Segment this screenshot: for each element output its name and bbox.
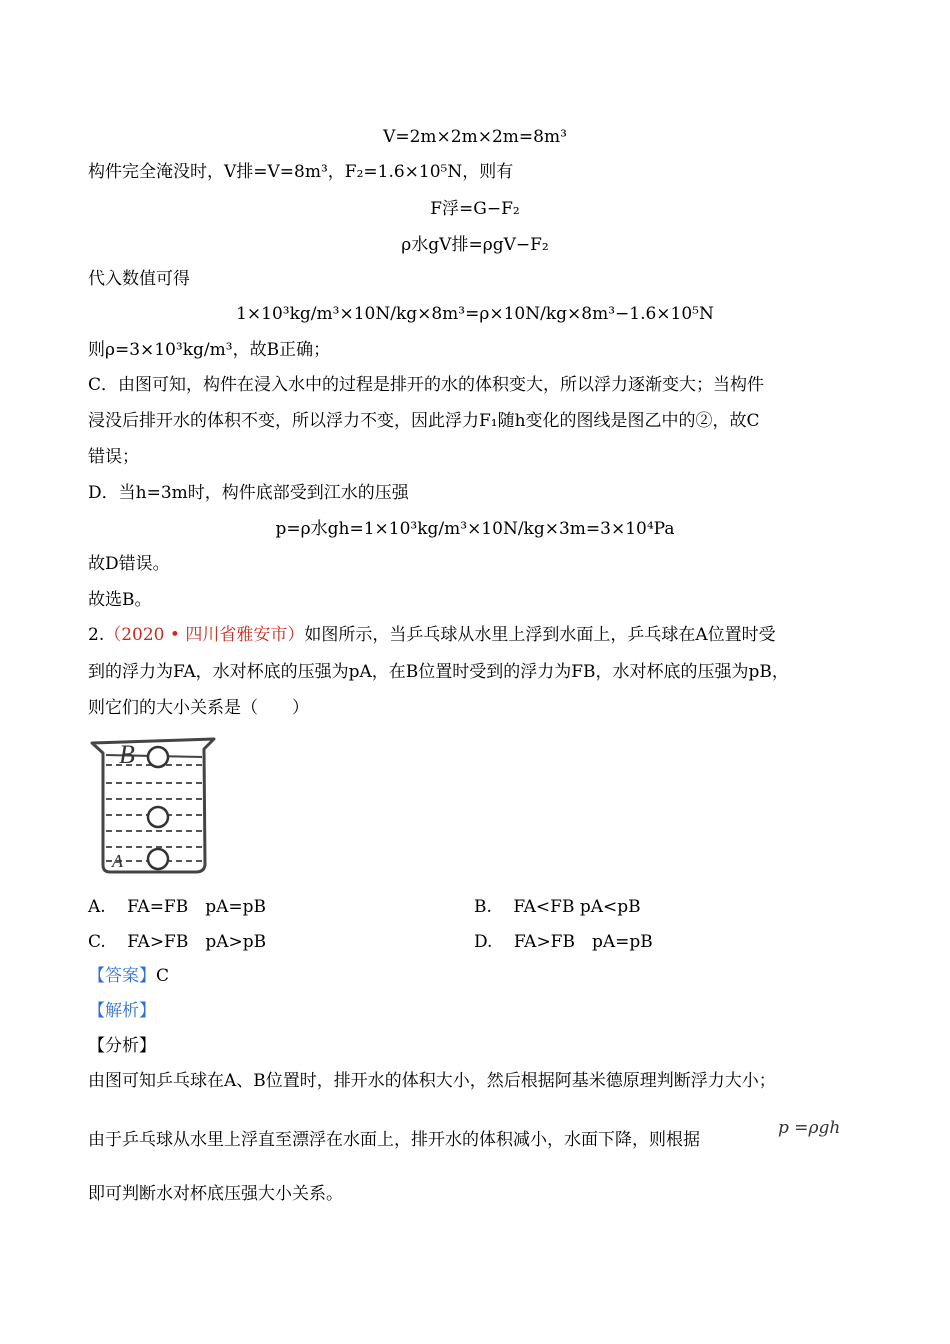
question-source: （2020 • 四川省雅安市） [104,625,305,645]
beaker-figure [86,735,221,877]
d-wrong-text: 故D错误。 [88,554,170,574]
option-c-analysis-line-3: 错误； [88,447,139,467]
option-c-analysis-line-1: C．由图可知，构件在浸入水中的过程是排开的水的体积变大，所以浮力逐渐变大；当构件 [88,375,765,395]
submerged-text: 构件完全淹没时，V排=V=8m³，F₂=1.6×10⁵N，则有 [88,162,514,182]
ball-middle [148,807,168,827]
label-b: B [119,740,135,769]
volume-equation: V=2m×2m×2m=8m³ [383,127,567,147]
density-equation: ρ水gV排=ρgV−F₂ [401,235,549,255]
fenxi-line-2: 由于乒乓球从水里上浮直至漂浮在水面上，排开水的体积减小，水面下降，则根据 [88,1130,700,1150]
fenxi-tag: 【分析】 [88,1036,156,1056]
option-d-analysis: D．当h=3m时，构件底部受到江水的压强 [88,483,409,503]
option-b-text: FA<FB pA<pB [513,897,641,917]
label-a: A [112,851,123,871]
option-c[interactable]: C. FA>FB pA>pB [88,932,267,952]
answer-line [88,964,860,988]
option-a-text: FA=FB pA=pB [127,897,266,917]
substitute-text: 代入数值可得 [88,269,190,289]
ball-a [148,849,168,869]
analysis-tag: 【解析】 [88,1001,156,1021]
fenxi-line-1: 由图可知乒乓球在A、B位置时，排开水的体积大小，然后根据阿基米德原理判断浮力大小； [88,1071,776,1091]
answer-tag: 【答案】 [88,966,156,986]
numeric-equation: 1×10³kg/m³×10N/kg×8m³=ρ×10N/kg×8m³−1.6×10⁵N [236,304,714,324]
question-text-1: 如图所示，当乒乓球从水里上浮到水面上，乒乓球在A位置时受 [304,625,776,645]
fenxi-line-3: 即可判断水对杯底压强大小关系。 [88,1184,343,1204]
choose-b-text: 故选B。 [88,590,152,610]
option-b[interactable]: B. FA<FB pA<pB [474,897,641,917]
option-a[interactable]: A. FA=FB pA=pB [88,897,266,917]
question-2-line-1 [88,623,860,647]
option-d-text: FA>FB pA=pB [513,932,653,952]
buoyancy-equation: F浮=G−F₂ [430,199,520,219]
option-c-analysis-line-2: 浸没后排开水的体积不变，所以浮力不变，因此浮力F₁随h变化的图线是图乙中的②，故C [88,411,760,431]
formula-image: p =ρgh [778,1118,841,1138]
answer-value: C [156,966,170,986]
option-c-text: FA>FB pA>pB [127,932,267,952]
question-2-line-2: 到的浮力为FA，水对杯底的压强为pA，在B位置时受到的浮力为FB，水对杯底的压强为pB， [88,662,789,682]
pressure-equation: p=ρ水gh=1×10³kg/m³×10N/kg×3m=3×10⁴Pa [275,519,675,539]
question-2-line-3: 则它们的大小关系是（ ） [88,698,309,718]
ball-b [148,747,168,767]
option-d[interactable]: D. FA>FB pA=pB [474,932,653,952]
rho-result: 则ρ=3×10³kg/m³，故B正确； [88,340,331,360]
question-number: 2. [88,625,105,645]
